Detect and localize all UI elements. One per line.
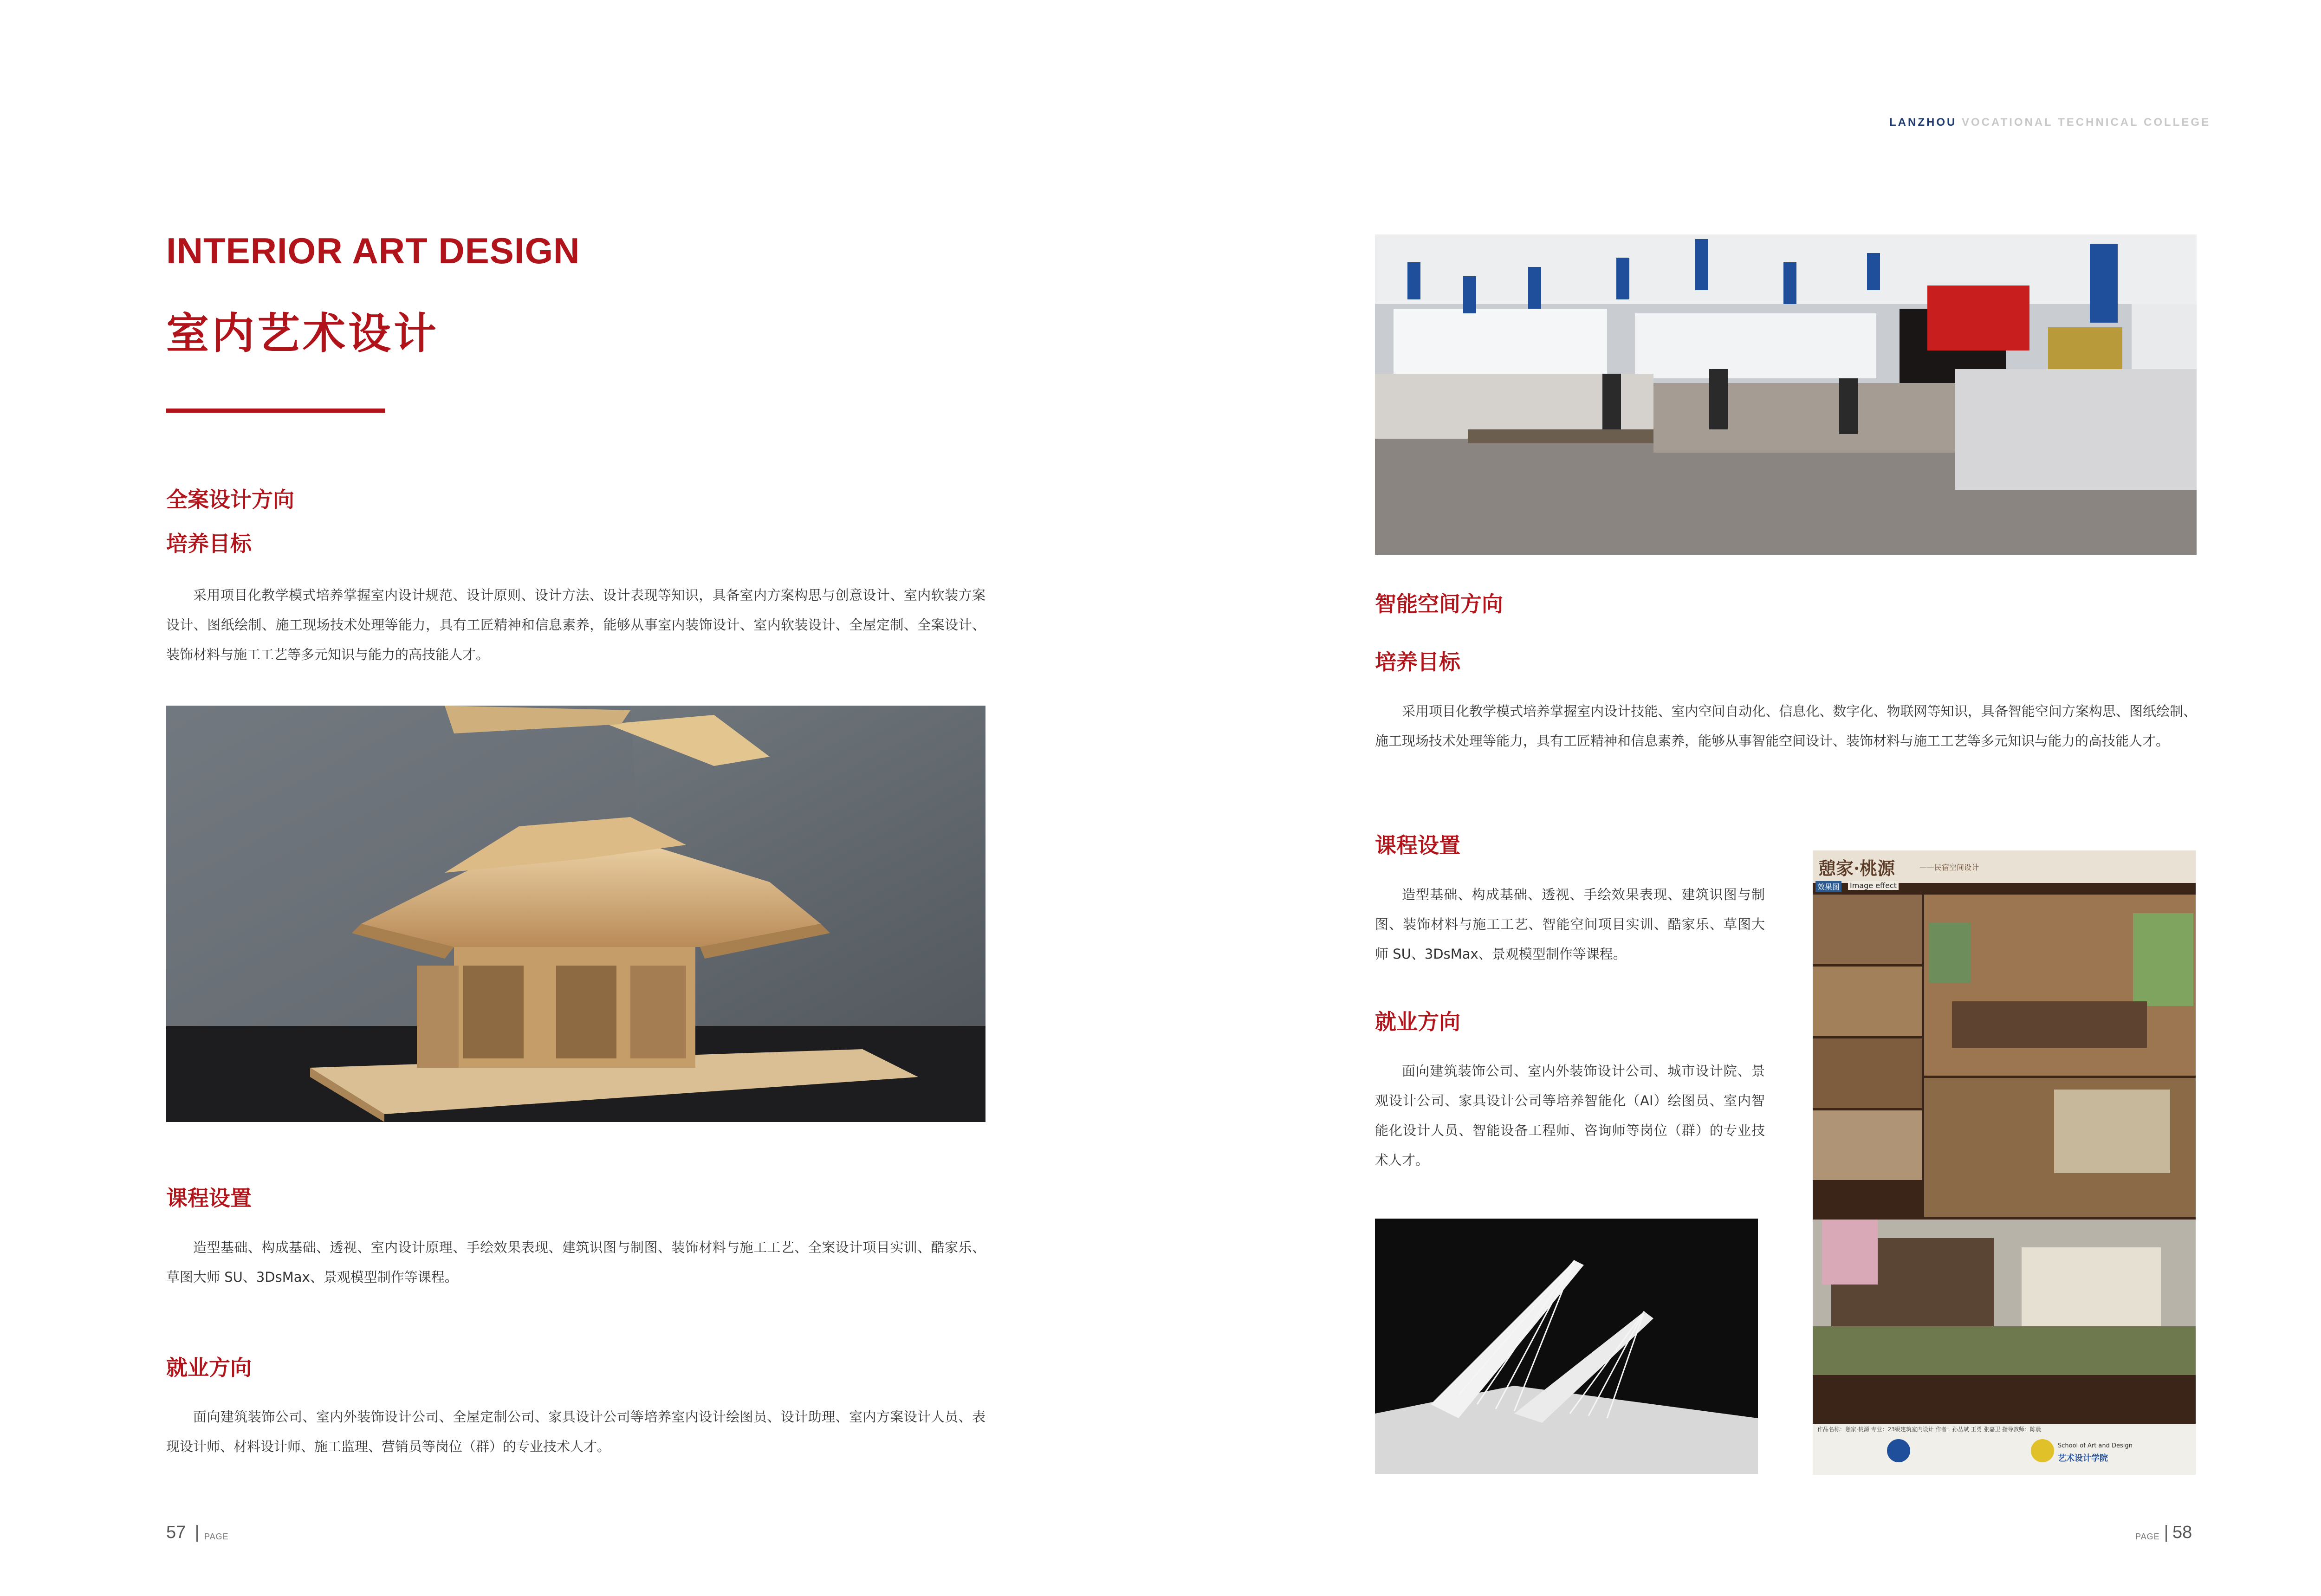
left-page-separator (196, 1525, 198, 1542)
left-job-heading: 就业方向 (166, 1355, 252, 1380)
right-course-text: 造型基础、构成基础、透视、手绘效果表现、建筑识图与制图、装饰材料与施工工艺、智能空间项目实训、酷家乐、草图大师 SU、3DsMax、景观模型制作等课程。 (1375, 887, 1765, 962)
left-page-number: 57 (166, 1523, 186, 1542)
poster-title: 憩家·桃源 (1818, 858, 1895, 879)
left-course-heading: 课程设置 (166, 1186, 252, 1211)
right-goal-text: 采用项目化教学模式培养掌握室内设计技能、室内空间自动化、信息化、数字化、物联网等知识，具备智能空间方案构思、图纸绘制、施工现场技术处理等能力，具有工匠精神和信息素养，能够从事智能空间设计、装饰材料与施工工艺等多元知识与能力的高技能人才。 (1375, 703, 2197, 749)
poster-renders (1813, 895, 2196, 1377)
right-course-heading: 课程设置 (1375, 833, 1460, 858)
title-en: INTERIOR ART DESIGN (166, 230, 580, 271)
right-page-label: PAGE (2135, 1532, 2160, 1541)
left-page-label: PAGE (204, 1532, 229, 1541)
right-direction-heading: 智能空间方向 (1375, 591, 1503, 616)
poster-tag: 效果图 (1815, 881, 1841, 892)
right-page-number: 58 (2172, 1523, 2192, 1542)
design-poster (1813, 850, 2196, 1475)
poster-subtitle: ——民宿空间设计 (1919, 863, 1979, 872)
college-seal-icon (1887, 1439, 1910, 1462)
title-cn: 室内艺术设计 (166, 309, 440, 358)
left-job-text: 面向建筑装饰公司、室内外装饰设计公司、全屋定制公司、家具设计公司等培养室内设计绘图员、设计助理、室内方案设计人员、表现设计师、材料设计师、施工监理、营销员等岗位（群）的专业技术人才。 (166, 1409, 985, 1454)
school-logo-icon (2031, 1439, 2054, 1462)
left-goal-text: 采用项目化教学模式培养掌握室内设计规范、设计原则、设计方法、设计表现等知识，具备室内方案构思与创意设计、室内软装方案设计、图纸绘制、施工现场技术处理等能力，具有工匠精神和信息素养，能够从事室内装饰设计、室内软装设计、全屋定制、全案设计、装饰材料与施工工艺等多元知识与能力的高技能人才。 (166, 587, 985, 662)
header-college: VOCATIONAL TECHNICAL COLLEGE (1962, 116, 2211, 129)
header-lanzhou: LANZHOU (1889, 116, 1957, 129)
poster-school-cn: 艺术设计学院 (2058, 1453, 2108, 1463)
left-course-text: 造型基础、构成基础、透视、室内设计原理、手绘效果表现、建筑识图与制图、装饰材料与施工工艺、全案设计项目实训、酷家乐、草图大师 SU、3DsMax、景观模型制作等课程。 (166, 1239, 985, 1285)
right-goal-heading: 培养目标 (1375, 649, 1460, 675)
left-goal-heading: 培养目标 (166, 531, 252, 556)
title-rule (166, 409, 385, 413)
college-header (1889, 116, 2211, 129)
poster-credits: 作品名称：憩家·桃源 专业：23级建筑室内设计 作者：孙丛斌 王勇 张嘉卫 指导教师：陈晨 (1817, 1426, 2042, 1433)
white-structure-model-photo (1375, 1219, 1758, 1474)
left-direction-heading: 全案设计方向 (166, 487, 294, 512)
workshop-photo (1375, 234, 2197, 555)
wooden-temple-model-photo (166, 706, 985, 1122)
right-job-text: 面向建筑装饰公司、室内外装饰设计公司、城市设计院、景观设计公司、家具设计公司等培养智能化（AI）绘图员、室内智能化设计人员、智能设备工程师、咨询师等岗位（群）的专业技术人才。 (1375, 1063, 1765, 1168)
poster-tag-en: Image effect (1848, 881, 1899, 890)
poster-school-en: School of Art and Design (2058, 1442, 2133, 1449)
right-job-heading: 就业方向 (1375, 1009, 1460, 1034)
right-page-separator (2165, 1525, 2167, 1542)
